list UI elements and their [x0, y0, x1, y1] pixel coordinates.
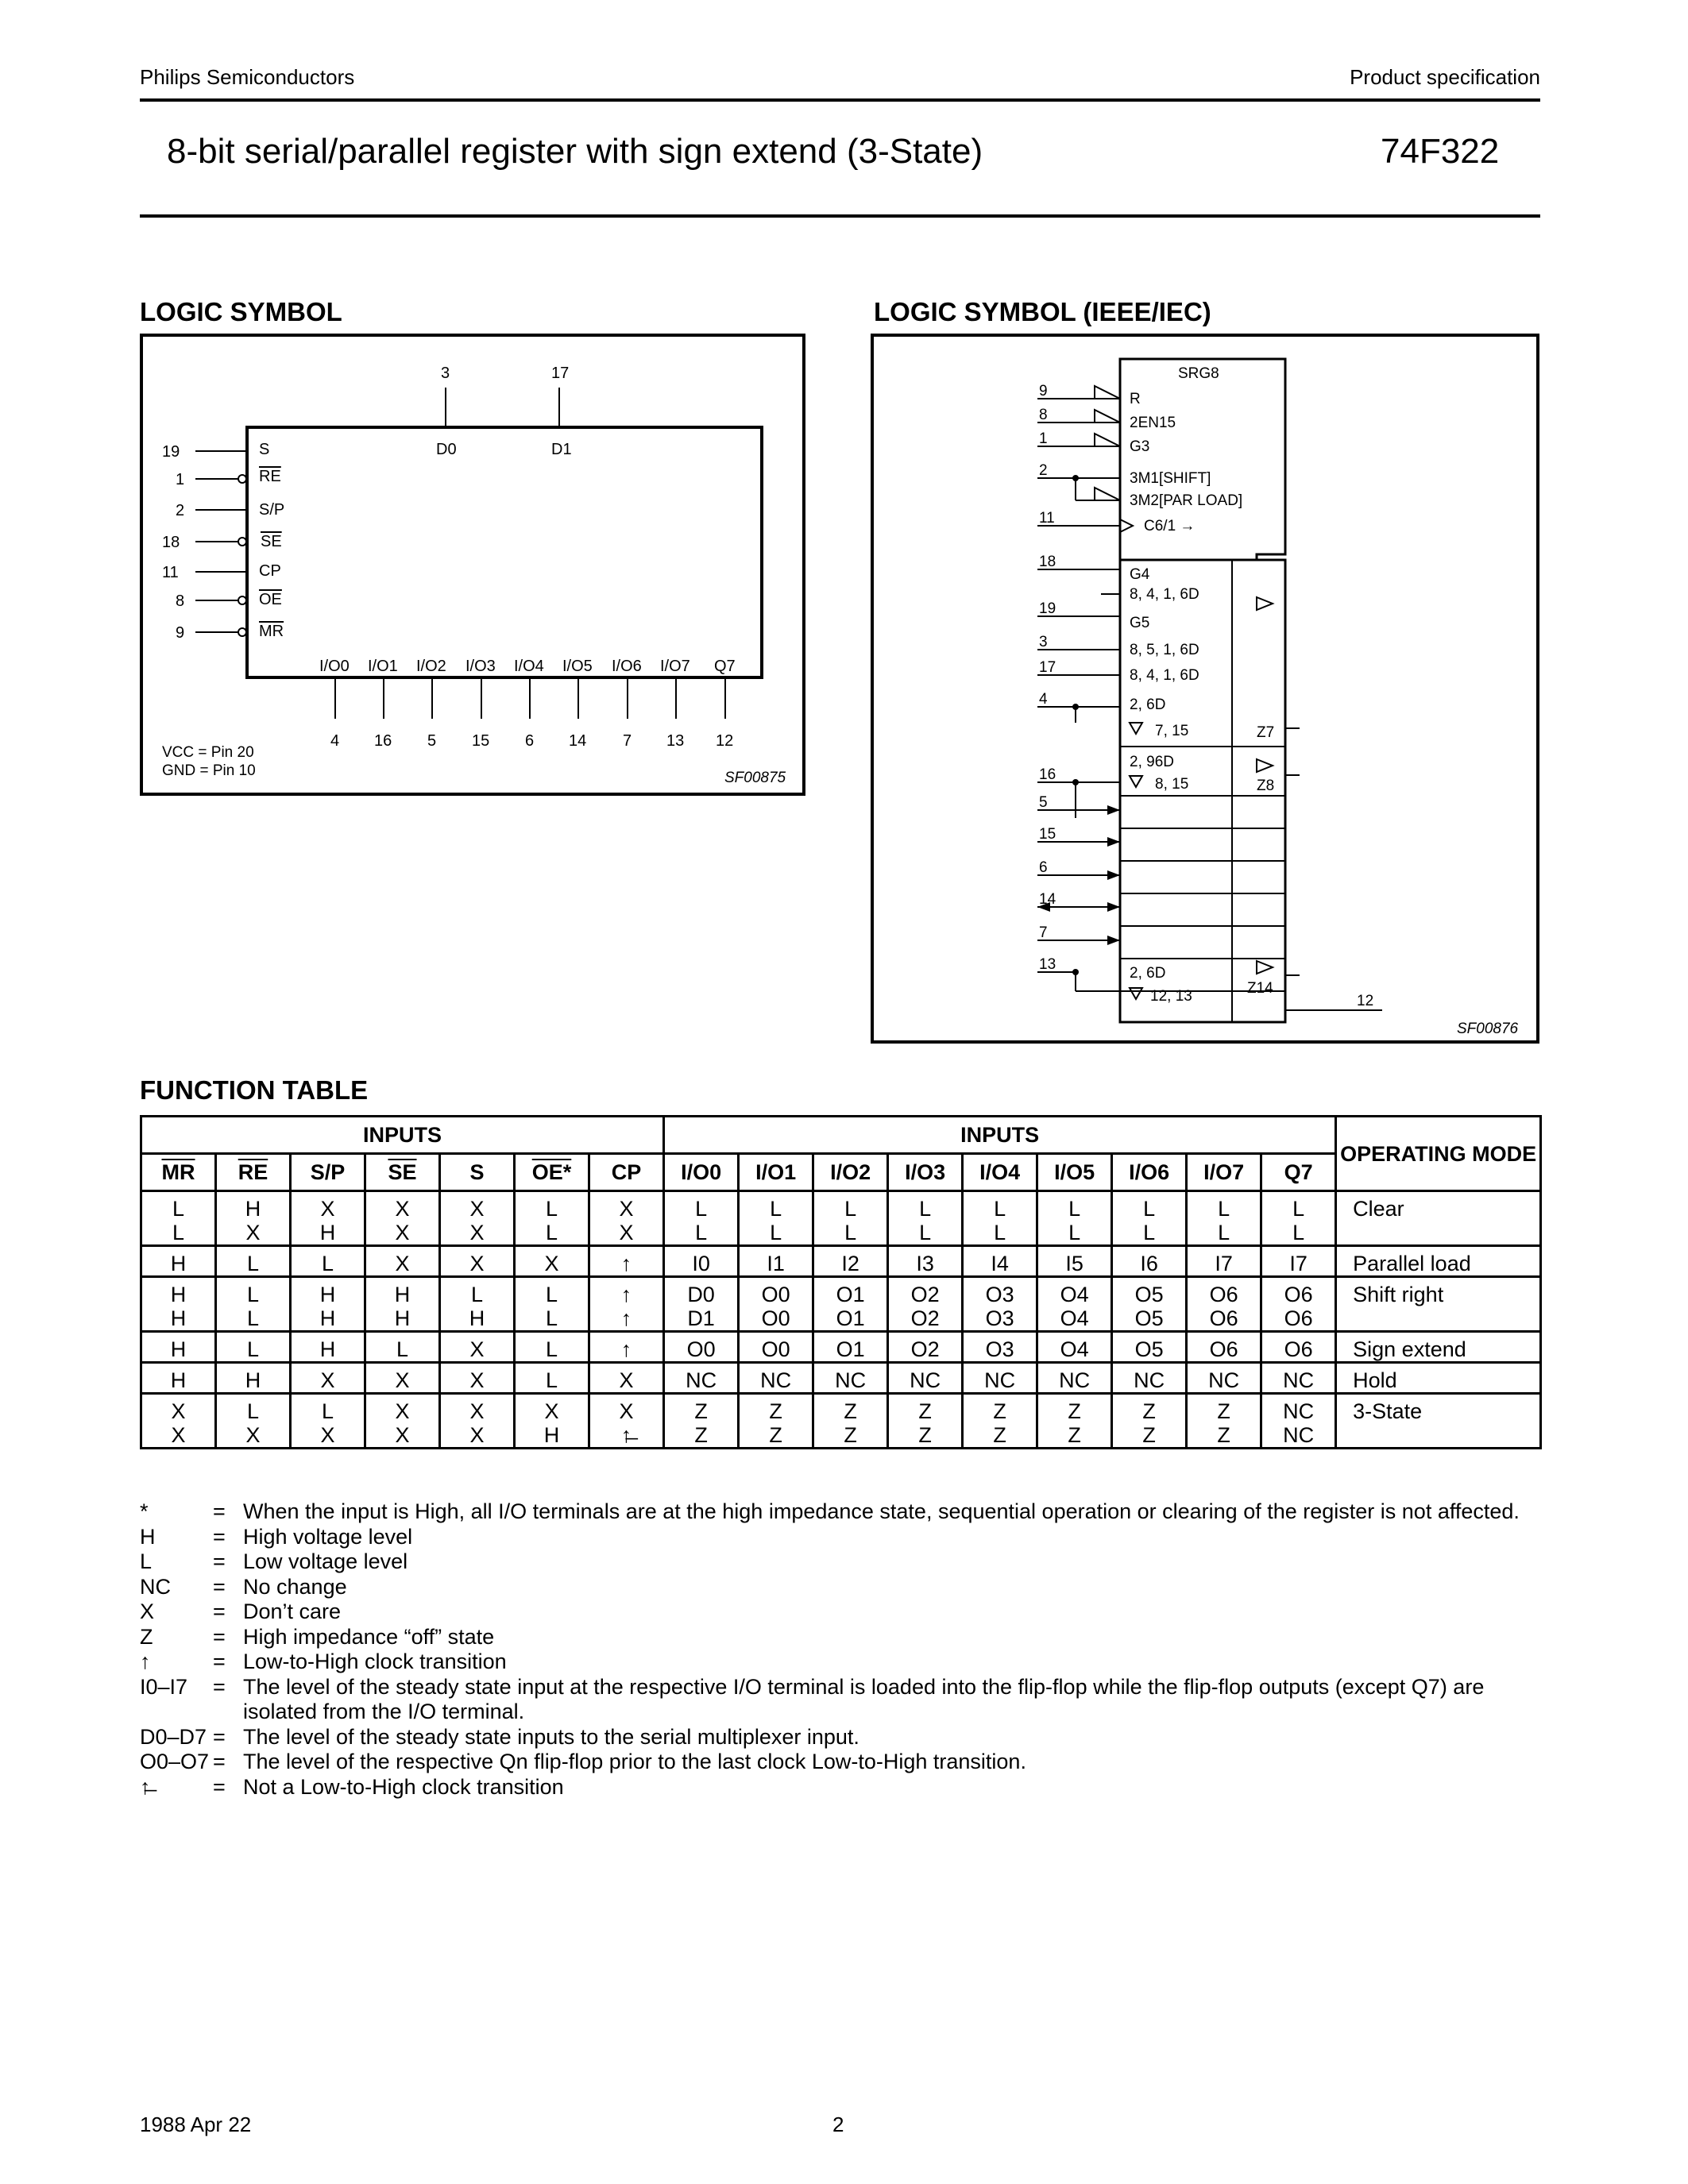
table-cell: NC: [1187, 1363, 1261, 1394]
ieee-pin: 3: [1039, 634, 1048, 650]
legend-equals: =: [213, 1499, 226, 1523]
page-title: 8-bit serial/parallel register with sign extend (3-State): [167, 132, 983, 171]
title-rule: [140, 214, 1540, 218]
table-cell: L X: [291, 1394, 365, 1449]
table-cell: L: [365, 1332, 440, 1363]
table-cell: L L: [963, 1191, 1037, 1246]
function-table: [140, 1115, 1542, 1449]
legend-symbol: O0–O7: [140, 1750, 210, 1773]
left-label: MR: [259, 623, 284, 640]
table-cell: NC: [664, 1363, 739, 1394]
ieee-label: 8, 4, 1, 6D: [1130, 667, 1199, 684]
bottom-label: I/O0: [319, 658, 350, 675]
table-cell: I0: [664, 1246, 739, 1277]
table-cell: O5: [1112, 1332, 1187, 1363]
ieee-pin: 11: [1039, 510, 1055, 527]
column-header: OE*: [515, 1154, 589, 1191]
table-cell: L: [515, 1332, 589, 1363]
legend-text: When the input is High, all I/O terminals are at the high impedance state, sequential operation or clearing of the register is not affected.: [243, 1499, 1520, 1523]
table-cell: O1: [813, 1332, 888, 1363]
table-cell: I2: [813, 1246, 888, 1277]
ieee-label: Z14: [1247, 980, 1273, 997]
table-cell: L: [216, 1246, 291, 1277]
legend-row: [140, 1525, 1546, 1550]
left-label: S/P: [259, 501, 285, 519]
ieee-pin: 17: [1039, 659, 1056, 676]
table-cell: H: [141, 1246, 216, 1277]
left-pin: 11: [162, 564, 179, 581]
bottom-label: I/O4: [514, 658, 544, 675]
legend-row: [140, 1599, 1546, 1625]
column-header: $\overline{RE}$: [216, 1154, 291, 1191]
legend-text: High impedance “off” state: [243, 1624, 495, 1649]
column-header: $\overline{SE}$: [365, 1154, 440, 1191]
column-header: CP: [589, 1154, 664, 1191]
bottom-pin: 15: [472, 732, 490, 750]
ieee-pin: 14: [1039, 891, 1056, 908]
table-row: [141, 1246, 1541, 1277]
table-cell: NC: [739, 1363, 813, 1394]
legend-text: High voltage level: [243, 1524, 413, 1549]
bottom-label: I/O3: [465, 658, 496, 675]
table-cell: I7: [1187, 1246, 1261, 1277]
ieee-label: Z8: [1257, 778, 1275, 794]
ieee-pin: 9: [1039, 383, 1048, 399]
legend-text: Don’t care: [243, 1599, 342, 1623]
ieee-label: G4: [1130, 566, 1150, 583]
top-pin: 17: [551, 365, 570, 382]
ieee-symbol-diagram: [871, 334, 1539, 1044]
table-cell: ↑ ↑: [589, 1277, 664, 1332]
legend-row: [140, 1549, 1546, 1575]
table-cell: L L: [141, 1191, 216, 1246]
left-pin: 9: [176, 624, 185, 642]
ieee-pin: 12: [1357, 993, 1374, 1009]
ieee-label: 2, 6D: [1130, 965, 1166, 982]
logic-symbol-diagram: [140, 334, 805, 796]
table-cell: X: [291, 1363, 365, 1394]
bottom-label: I/O6: [612, 658, 642, 675]
table-cell: L L: [1187, 1191, 1261, 1246]
bottom-pin: 13: [666, 732, 685, 750]
legend-equals: =: [213, 1674, 226, 1699]
table-cell: D0 D1: [664, 1277, 739, 1332]
table-cell: L: [216, 1332, 291, 1363]
operating-mode-cell: Parallel load: [1336, 1246, 1541, 1277]
legend-row: [140, 1499, 1546, 1525]
column-header: I/O7: [1187, 1154, 1261, 1191]
table-cell: O6: [1187, 1332, 1261, 1363]
legend-text: Not a Low-to-High clock transition: [243, 1774, 564, 1799]
legend-text: Low-to-High clock transition: [243, 1650, 507, 1673]
table-cell: I1: [739, 1246, 813, 1277]
inputs-group-header: INPUTS: [141, 1117, 664, 1154]
left-label: S: [259, 441, 270, 458]
table-cell: X: [440, 1363, 515, 1394]
table-cell: L H: [440, 1277, 515, 1332]
table-cell: H: [141, 1363, 216, 1394]
table-cell: O2: [888, 1332, 963, 1363]
table-cell: I3: [888, 1246, 963, 1277]
legend-equals: =: [213, 1774, 226, 1799]
table-cell: X X: [365, 1394, 440, 1449]
ieee-pin: 18: [1039, 554, 1056, 570]
figure-code: SF00876: [1457, 1021, 1519, 1037]
table-cell: NC: [1037, 1363, 1112, 1394]
bottom-label: I/O5: [562, 658, 593, 675]
ieee-pin: 15: [1039, 826, 1056, 843]
ieee-label: G5: [1130, 615, 1150, 631]
ieee-pin: 13: [1039, 956, 1056, 973]
legend-row: [140, 1775, 1546, 1800]
legend-symbol: L: [140, 1549, 153, 1573]
ieee-label: 8, 5, 1, 6D: [1130, 642, 1199, 658]
outputs-group-header: INPUTS: [664, 1117, 1336, 1154]
table-cell: I6: [1112, 1246, 1187, 1277]
operating-mode-cell: Clear: [1336, 1191, 1541, 1246]
table-cell: L X: [216, 1394, 291, 1449]
legend-text: The level of the steady state inputs to the serial multiplexer input.: [243, 1724, 859, 1749]
legend-row: [140, 1575, 1546, 1600]
left-label: RE: [259, 468, 281, 485]
table-cell: X H: [291, 1191, 365, 1246]
page-number: 2: [832, 2113, 844, 2136]
legend-symbol: ↑̶: [140, 1774, 151, 1799]
ieee-pin: 1: [1039, 430, 1048, 447]
table-cell: X: [440, 1246, 515, 1277]
table-cell: Z Z: [664, 1394, 739, 1449]
ieee-label: 7, 15: [1155, 723, 1189, 739]
column-header: $\overline{MR}$: [141, 1154, 216, 1191]
legend-symbol: D0–D7: [140, 1724, 207, 1749]
bottom-pin: 5: [427, 732, 437, 750]
ieee-pin: 8: [1039, 407, 1048, 423]
table-cell: L: [291, 1246, 365, 1277]
left-label: SE: [261, 533, 282, 550]
ieee-label: 3M2[PAR LOAD]: [1130, 492, 1243, 509]
ieee-label: 2EN15: [1130, 415, 1176, 431]
table-cell: O1 O1: [813, 1277, 888, 1332]
left-pin: 19: [162, 443, 180, 461]
table-row: [141, 1332, 1541, 1363]
legend-symbol: *: [140, 1499, 149, 1523]
table-cell: H H: [291, 1277, 365, 1332]
table-cell: X: [515, 1246, 589, 1277]
table-cell: X H: [515, 1394, 589, 1449]
ieee-label: 2, 96D: [1130, 754, 1174, 770]
table-cell: H: [141, 1332, 216, 1363]
legend-equals: =: [213, 1524, 226, 1549]
column-header: S/P: [291, 1154, 365, 1191]
mode-header: OPERATING MODE: [1336, 1117, 1541, 1191]
left-pin: 18: [162, 534, 180, 551]
table-cell: X X: [365, 1191, 440, 1246]
legend-row: [140, 1650, 1546, 1675]
table-cell: NC: [1261, 1363, 1336, 1394]
doc-type: Product specification: [1350, 65, 1540, 89]
table-cell: H H: [141, 1277, 216, 1332]
legend-text: Low voltage level: [243, 1549, 408, 1573]
table-cell: Z Z: [963, 1394, 1037, 1449]
table-cell: NC: [1112, 1363, 1187, 1394]
column-header: S: [440, 1154, 515, 1191]
ieee-pin: 7: [1039, 924, 1048, 941]
ieee-pin: 4: [1039, 691, 1048, 708]
column-header: I/O3: [888, 1154, 963, 1191]
legend-text: The level of the respective Qn flip-flop prior to the last clock Low-to-High transition.: [243, 1750, 1026, 1773]
table-cell: O5 O5: [1112, 1277, 1187, 1332]
bottom-label: I/O1: [368, 658, 398, 675]
logic-symbol-heading: LOGIC SYMBOL: [140, 297, 342, 326]
table-cell: I7: [1261, 1246, 1336, 1277]
table-cell: X ↑̶: [589, 1394, 664, 1449]
part-number: 74F322: [1381, 132, 1500, 171]
left-label: CP: [259, 562, 281, 580]
bottom-pin: 14: [569, 732, 587, 750]
column-header: I/O0: [664, 1154, 739, 1191]
table-row: [141, 1277, 1541, 1332]
legend-symbol: I0–I7: [140, 1674, 188, 1699]
legend-row: [140, 1750, 1546, 1775]
ieee-label: R: [1130, 391, 1141, 407]
ieee-label: 12, 13: [1150, 988, 1192, 1005]
table-cell: L L: [813, 1191, 888, 1246]
bottom-pin: 4: [330, 732, 340, 750]
table-cell: O6 O6: [1187, 1277, 1261, 1332]
legend-equals: =: [213, 1650, 226, 1673]
ieee-label: C6/1 →: [1144, 518, 1196, 534]
table-cell: I5: [1037, 1246, 1112, 1277]
bottom-pin: 12: [716, 732, 734, 750]
ieee-label: 3M1[SHIFT]: [1130, 470, 1211, 487]
bottom-pin: 7: [623, 732, 632, 750]
table-cell: O6: [1261, 1332, 1336, 1363]
function-table-heading: FUNCTION TABLE: [140, 1075, 369, 1105]
table-cell: X: [365, 1246, 440, 1277]
table-cell: O4: [1037, 1332, 1112, 1363]
top-label: D0: [436, 441, 457, 458]
table-cell: L L: [739, 1191, 813, 1246]
legend-row: [140, 1675, 1546, 1725]
legend-symbol: Z: [140, 1624, 153, 1649]
ieee-label: 8, 4, 1, 6D: [1130, 586, 1199, 603]
bottom-pin: 16: [374, 732, 392, 750]
legend-equals: =: [213, 1624, 226, 1649]
legend-symbol: ↑: [140, 1650, 151, 1673]
legend-row: [140, 1725, 1546, 1750]
left-pin: 1: [176, 471, 185, 488]
table-cell: Z Z: [739, 1394, 813, 1449]
table-cell: H H: [365, 1277, 440, 1332]
table-cell: L L: [1112, 1191, 1187, 1246]
column-header: I/O6: [1112, 1154, 1187, 1191]
vcc-note: VCC = Pin 20: [162, 744, 254, 761]
table-cell: X: [589, 1363, 664, 1394]
legend-symbol: X: [140, 1599, 155, 1623]
ieee-label: G3: [1130, 438, 1150, 455]
table-cell: L L: [216, 1277, 291, 1332]
ieee-label: Z7: [1257, 724, 1275, 741]
legend-equals: =: [213, 1549, 226, 1573]
bottom-label: I/O7: [660, 658, 690, 675]
table-row: [141, 1191, 1541, 1246]
legend-equals: =: [213, 1574, 226, 1599]
footer-date: 1988 Apr 22: [140, 2113, 252, 2136]
table-cell: Z Z: [888, 1394, 963, 1449]
ieee-label: 8, 15: [1155, 776, 1189, 793]
table-cell: X X: [440, 1394, 515, 1449]
ieee-pin: 5: [1039, 794, 1048, 811]
table-cell: X: [365, 1363, 440, 1394]
table-cell: H: [291, 1332, 365, 1363]
header-rule: [140, 98, 1540, 102]
left-pin: 8: [176, 592, 185, 610]
ieee-label: SRG8: [1178, 365, 1219, 382]
column-header: Q7: [1261, 1154, 1336, 1191]
table-cell: L: [515, 1363, 589, 1394]
table-cell: X X: [440, 1191, 515, 1246]
bottom-label: I/O2: [416, 658, 446, 675]
table-cell: L L: [888, 1191, 963, 1246]
table-cell: H X: [216, 1191, 291, 1246]
table-cell: ↑: [589, 1246, 664, 1277]
table-cell: L L: [515, 1191, 589, 1246]
left-label: OE: [259, 591, 282, 608]
legend-symbol: NC: [140, 1574, 171, 1599]
ieee-pin: 2: [1039, 462, 1048, 479]
column-header: I/O5: [1037, 1154, 1112, 1191]
table-cell: O3: [963, 1332, 1037, 1363]
left-pin: 2: [176, 502, 185, 519]
table-cell: Z Z: [1112, 1394, 1187, 1449]
top-pin: 3: [441, 365, 450, 382]
table-cell: I4: [963, 1246, 1037, 1277]
table-cell: Z Z: [1187, 1394, 1261, 1449]
company-name: Philips Semiconductors: [140, 65, 355, 89]
table-cell: O2 O2: [888, 1277, 963, 1332]
ieee-pin: 16: [1039, 766, 1056, 783]
table-cell: X: [440, 1332, 515, 1363]
legend-text: The level of the steady state input at the respective I/O terminal is loaded into the flip-flop while the flip-flop outputs (except Q7) are isolated from the I/O terminal.: [243, 1674, 1485, 1723]
table-cell: X X: [141, 1394, 216, 1449]
table-row: [141, 1394, 1541, 1449]
top-label: D1: [551, 441, 572, 458]
bottom-pin: 6: [525, 732, 535, 750]
table-cell: NC NC: [1261, 1394, 1336, 1449]
table-cell: Z Z: [813, 1394, 888, 1449]
bottom-label: Q7: [714, 658, 736, 675]
table-cell: NC: [888, 1363, 963, 1394]
operating-mode-cell: Sign extend: [1336, 1332, 1541, 1363]
table-cell: Z Z: [1037, 1394, 1112, 1449]
table-cell: O4 O4: [1037, 1277, 1112, 1332]
legend-equals: =: [213, 1724, 226, 1749]
table-cell: O3 O3: [963, 1277, 1037, 1332]
gnd-note: GND = Pin 10: [162, 762, 256, 779]
function-table-legend: [140, 1499, 1546, 1800]
ieee-pin: 6: [1039, 859, 1048, 876]
table-cell: O0 O0: [739, 1277, 813, 1332]
ieee-label: 2, 6D: [1130, 696, 1166, 713]
table-cell: L L: [1261, 1191, 1336, 1246]
table-cell: NC: [963, 1363, 1037, 1394]
operating-mode-cell: 3-State: [1336, 1394, 1541, 1449]
table-cell: H: [216, 1363, 291, 1394]
table-cell: X X: [589, 1191, 664, 1246]
table-cell: NC: [813, 1363, 888, 1394]
legend-equals: =: [213, 1750, 226, 1773]
operating-mode-cell: Hold: [1336, 1363, 1541, 1394]
table-cell: O0: [739, 1332, 813, 1363]
operating-mode-cell: Shift right: [1336, 1277, 1541, 1332]
column-header: I/O1: [739, 1154, 813, 1191]
table-cell: L L: [515, 1277, 589, 1332]
table-row: [141, 1363, 1541, 1394]
table-cell: O0: [664, 1332, 739, 1363]
legend-row: [140, 1625, 1546, 1650]
column-header: I/O4: [963, 1154, 1037, 1191]
column-header: I/O2: [813, 1154, 888, 1191]
legend-symbol: H: [140, 1524, 156, 1549]
figure-code: SF00875: [724, 770, 786, 786]
table-cell: L L: [664, 1191, 739, 1246]
table-cell: ↑: [589, 1332, 664, 1363]
ieee-symbol-heading: LOGIC SYMBOL (IEEE/IEC): [874, 297, 1211, 326]
ieee-pin: 19: [1039, 600, 1056, 617]
table-cell: L L: [1037, 1191, 1112, 1246]
table-cell: O6 O6: [1261, 1277, 1336, 1332]
legend-text: No change: [243, 1574, 347, 1599]
legend-equals: =: [213, 1599, 226, 1623]
